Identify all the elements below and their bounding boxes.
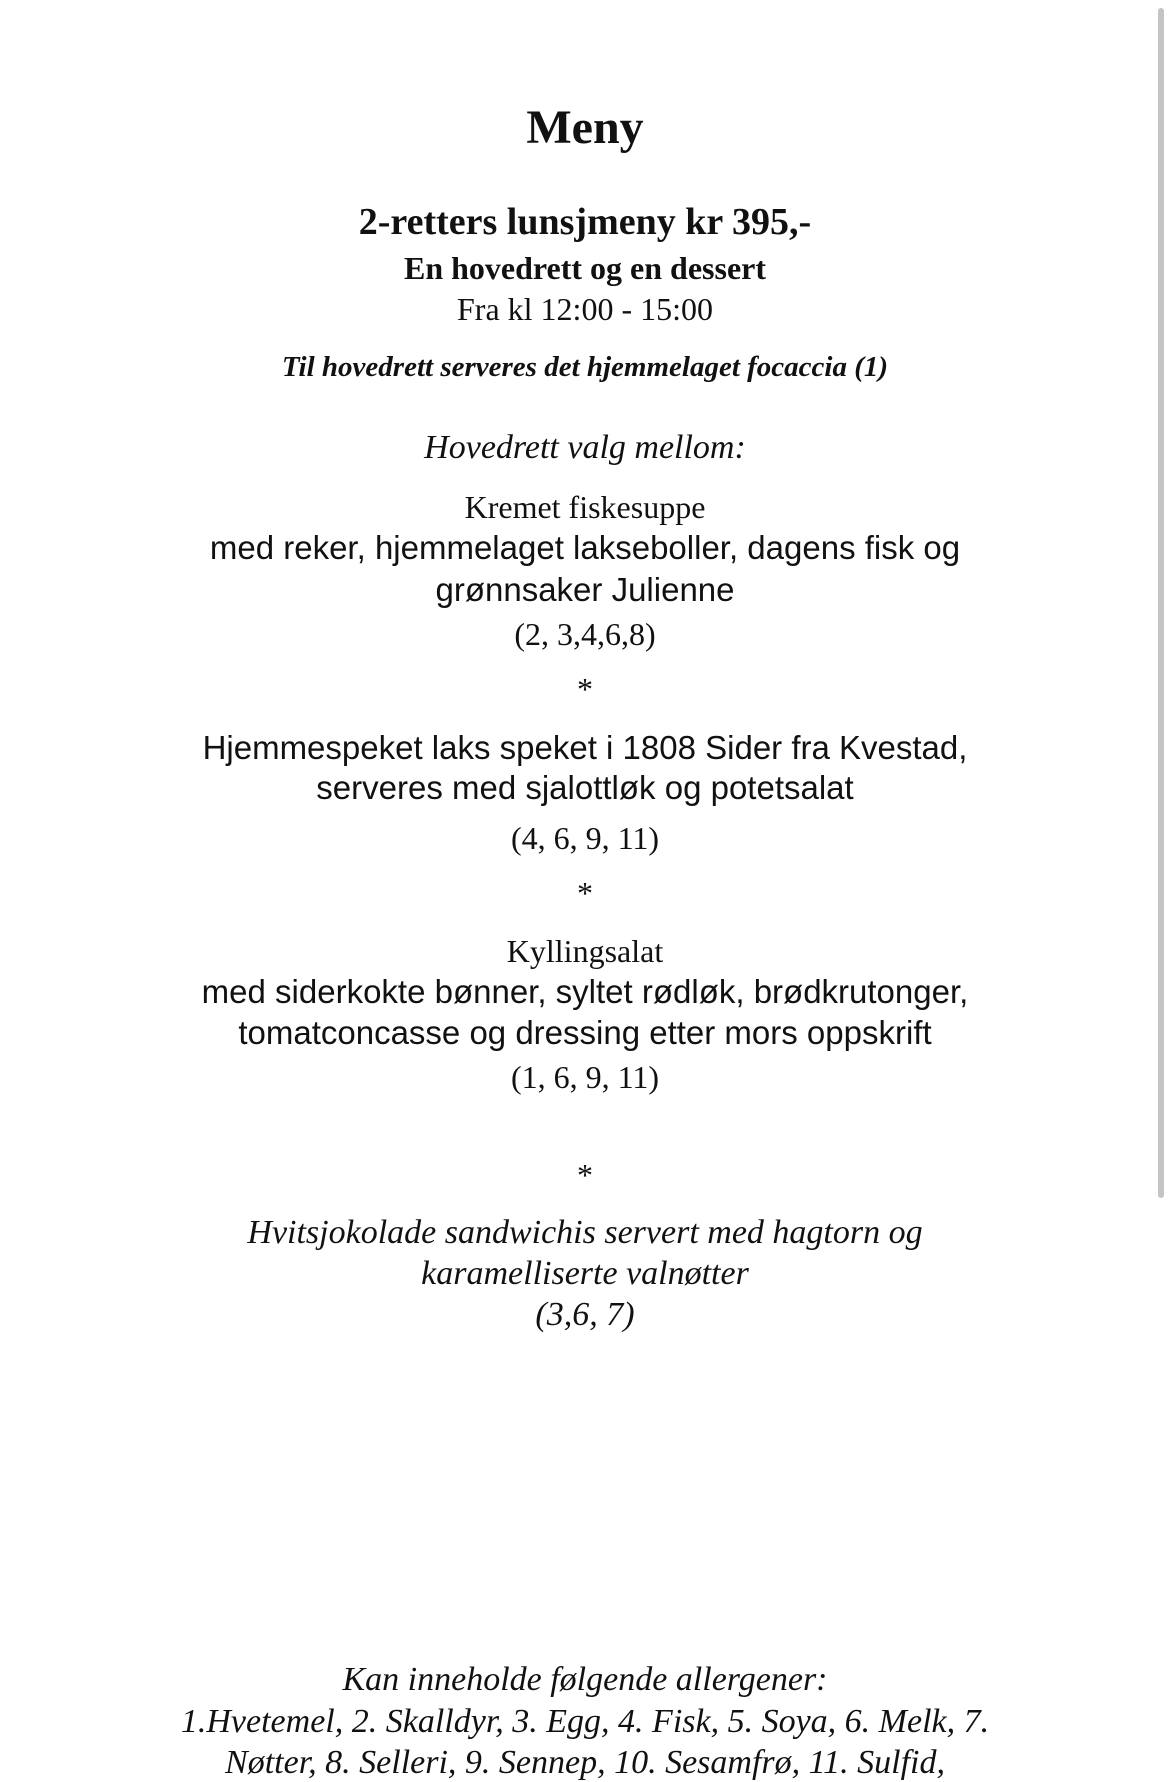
scrollbar-thumb[interactable]	[1158, 8, 1164, 1198]
allergen-heading: Kan inneholde følgende allergener:	[342, 1661, 828, 1698]
dish-description-line: med reker, hjemmelaget lakseboller, dagens fisk og	[209, 529, 961, 566]
allergen-list-line: Nøtter, 8. Selleri, 9. Sennep, 10. Sesamfrø, 11. Sulfid,	[225, 1744, 945, 1781]
dish-allergens: (4, 6, 9, 11)	[510, 820, 660, 856]
dish-description-line: grønnsaker Julienne	[435, 571, 735, 608]
dish-description-line: serveres med sjalottløk og potetsalat	[316, 769, 854, 806]
dish-name-chicken-salad: Kyllingsalat	[506, 933, 664, 969]
dish-allergens: (1, 6, 9, 11)	[510, 1059, 660, 1095]
serving-hours: Fra kl 12:00 - 15:00	[457, 291, 713, 327]
separator: *	[577, 671, 593, 707]
dish-allergens: (2, 3,4,6,8)	[514, 616, 656, 652]
separator: *	[577, 875, 593, 911]
separator: *	[577, 1157, 593, 1193]
dish-description-line: med siderkokte bønner, syltet rødløk, brødkrutonger,	[201, 973, 969, 1010]
lunch-menu-heading: 2-retters lunsjmeny kr 395,-	[358, 201, 812, 243]
lunch-menu-subheading: En hovedrett og en dessert	[403, 250, 767, 286]
vertical-scrollbar[interactable]	[1150, 0, 1170, 1782]
dish-description-line: Hjemmespeket laks speket i 1808 Sider fra Kvestad,	[202, 729, 968, 766]
dessert-line: Hvitsjokolade sandwichis servert med hagtorn og	[247, 1214, 923, 1251]
dessert-line: karamelliserte valnøtter	[421, 1255, 749, 1292]
main-course-choice-label: Hovedrett valg mellom:	[424, 429, 746, 466]
allergen-list-line: 1.Hvetemel, 2. Skalldyr, 3. Egg, 4. Fisk, 5. Soya, 6. Melk, 7.	[180, 1703, 990, 1740]
dish-description-line: tomatconcasse og dressing etter mors oppskrift	[238, 1014, 932, 1051]
page-title: Meny	[526, 101, 644, 154]
dish-name-fish-soup: Kremet fiskesuppe	[464, 489, 706, 525]
bread-note: Til hovedrett serveres det hjemmelaget focaccia (1)	[281, 351, 889, 383]
dessert-allergens: (3,6, 7)	[535, 1296, 635, 1333]
